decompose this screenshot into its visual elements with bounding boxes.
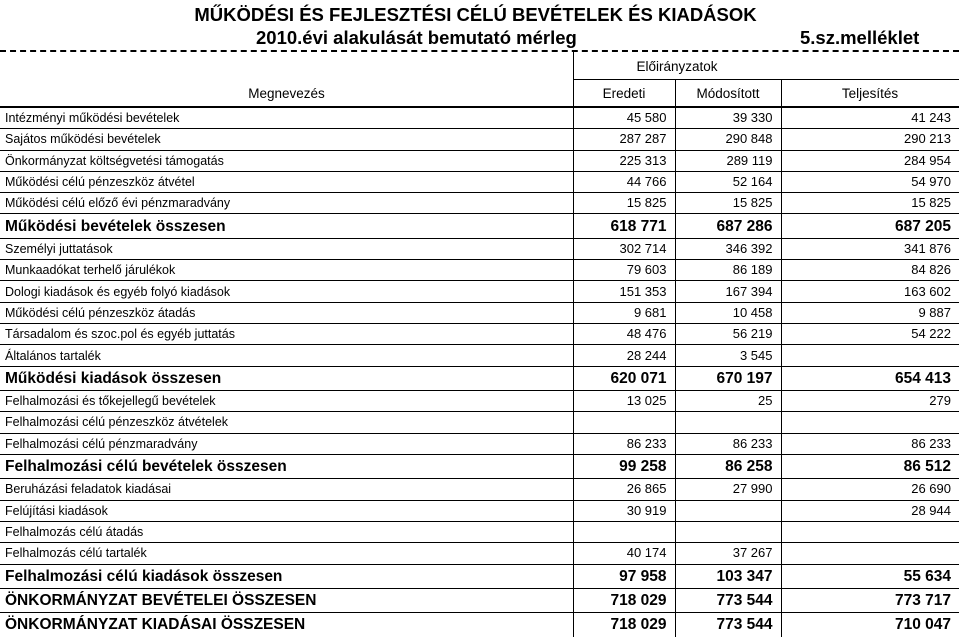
performance-value: 341 876 (781, 238, 959, 259)
modified-value: 103 347 (675, 564, 781, 588)
performance-value: 15 825 (781, 193, 959, 214)
performance-value: 54 222 (781, 324, 959, 345)
row-label: Személyi juttatások (0, 238, 573, 259)
original-value: 718 029 (573, 588, 675, 612)
modified-value: 289 119 (675, 150, 781, 171)
row-label: Önkormányzat költségvetési támogatás (0, 150, 573, 171)
modified-value: 290 848 (675, 129, 781, 150)
annex-number: 5.sz.melléklet (800, 27, 920, 48)
performance-value: 773 717 (781, 588, 959, 612)
performance-value: 86 512 (781, 454, 959, 478)
performance-value: 26 690 (781, 479, 959, 500)
modified-value (675, 500, 781, 521)
modified-value: 25 (675, 391, 781, 412)
modified-value: 86 189 (675, 260, 781, 281)
modified-value: 86 233 (675, 433, 781, 454)
row-label: Felhalmozási és tőkejellegű bevételek (0, 391, 573, 412)
original-value: 99 258 (573, 454, 675, 478)
table-row (0, 345, 959, 366)
total-row (0, 454, 959, 478)
total-row (0, 214, 959, 238)
dashed-separator (0, 50, 959, 52)
row-label: Beruházási feladatok kiadásai (0, 479, 573, 500)
row-label: Általános tartalék (0, 345, 573, 366)
modified-value: 86 258 (675, 454, 781, 478)
table-row (0, 543, 959, 564)
row-label: Intézményi működési bevételek (0, 108, 573, 129)
table-row (0, 521, 959, 542)
row-label: Dologi kiadások és egyéb folyó kiadások (0, 281, 573, 302)
header-modified: Módosított (696, 86, 760, 101)
modified-value: 10 458 (675, 302, 781, 323)
modified-value: 3 545 (675, 345, 781, 366)
row-label: Felhalmozási célú bevételek összesen (0, 454, 573, 478)
row-label: Felújítási kiadások (0, 500, 573, 521)
total-row (0, 366, 959, 390)
performance-value: 279 (781, 391, 959, 412)
original-value: 9 681 (573, 302, 675, 323)
row-label: Felhalmozási célú pénzeszköz átvételek (0, 412, 573, 433)
original-value: 302 714 (573, 238, 675, 259)
row-label: Felhalmozás célú átadás (0, 521, 573, 542)
modified-value (675, 521, 781, 542)
performance-value: 284 954 (781, 150, 959, 171)
original-value: 79 603 (573, 260, 675, 281)
modified-value: 773 544 (675, 588, 781, 612)
document-title: MŰKÖDÉSI ÉS FEJLESZTÉSI CÉLÚ BEVÉTELEK ÉS KIADÁSOK (194, 4, 757, 25)
performance-value: 9 887 (781, 302, 959, 323)
performance-value (781, 521, 959, 542)
performance-value: 55 634 (781, 564, 959, 588)
performance-value: 710 047 (781, 613, 959, 637)
modified-value: 15 825 (675, 193, 781, 214)
performance-value: 654 413 (781, 366, 959, 390)
modified-value: 773 544 (675, 613, 781, 637)
table-row (0, 479, 959, 500)
row-label: Sajátos működési bevételek (0, 129, 573, 150)
row-label: Működési célú előző évi pénzmaradvány (0, 193, 573, 214)
original-value: 86 233 (573, 433, 675, 454)
modified-value: 39 330 (675, 108, 781, 129)
table-row (0, 302, 959, 323)
table-row (0, 171, 959, 192)
original-value: 26 865 (573, 479, 675, 500)
performance-value: 163 602 (781, 281, 959, 302)
modified-value: 27 990 (675, 479, 781, 500)
original-value: 44 766 (573, 171, 675, 192)
performance-value: 84 826 (781, 260, 959, 281)
header-performance: Teljesítés (841, 86, 899, 101)
row-label: Munkaadókat terhelő járulékok (0, 260, 573, 281)
row-label: Felhalmozási célú pénzmaradvány (0, 433, 573, 454)
original-value: 618 771 (573, 214, 675, 238)
header-rule-group (573, 79, 959, 80)
total-row (0, 613, 959, 637)
modified-value: 37 267 (675, 543, 781, 564)
original-value: 151 353 (573, 281, 675, 302)
table-row (0, 193, 959, 214)
original-value: 620 071 (573, 366, 675, 390)
performance-value: 28 944 (781, 500, 959, 521)
row-label: Felhalmozási célú kiadások összesen (0, 564, 573, 588)
performance-value (781, 412, 959, 433)
performance-value: 86 233 (781, 433, 959, 454)
table-row (0, 324, 959, 345)
performance-value (781, 345, 959, 366)
modified-value: 52 164 (675, 171, 781, 192)
table-row (0, 129, 959, 150)
row-label: Működési célú pénzeszköz átvétel (0, 171, 573, 192)
table-row (0, 500, 959, 521)
row-label: Társadalom és szoc.pol és egyéb juttatás (0, 324, 573, 345)
total-row (0, 564, 959, 588)
row-label: ÖNKORMÁNYZAT BEVÉTELEI ÖSSZESEN (0, 588, 573, 612)
modified-value (675, 412, 781, 433)
document-subtitle: 2010.évi alakulását bemutató mérleg (256, 27, 577, 48)
row-label: Működési bevételek összesen (0, 214, 573, 238)
row-label: Működési célú pénzeszköz átadás (0, 302, 573, 323)
table-row (0, 238, 959, 259)
modified-value: 346 392 (675, 238, 781, 259)
table-row (0, 433, 959, 454)
modified-value: 56 219 (675, 324, 781, 345)
row-label: Felhalmozás célú tartalék (0, 543, 573, 564)
header-original: Eredeti (602, 86, 646, 101)
performance-value: 54 970 (781, 171, 959, 192)
original-value: 40 174 (573, 543, 675, 564)
original-value: 45 580 (573, 108, 675, 129)
table-row (0, 260, 959, 281)
modified-value: 687 286 (675, 214, 781, 238)
performance-value: 290 213 (781, 129, 959, 150)
modified-value: 670 197 (675, 366, 781, 390)
original-value: 28 244 (573, 345, 675, 366)
original-value: 97 958 (573, 564, 675, 588)
table-row (0, 412, 959, 433)
original-value: 718 029 (573, 613, 675, 637)
performance-value: 687 205 (781, 214, 959, 238)
original-value: 13 025 (573, 391, 675, 412)
balance-table (0, 107, 959, 637)
original-value: 48 476 (573, 324, 675, 345)
original-value: 225 313 (573, 150, 675, 171)
table-row (0, 391, 959, 412)
original-value: 287 287 (573, 129, 675, 150)
performance-value (781, 543, 959, 564)
performance-value: 41 243 (781, 108, 959, 129)
total-row (0, 588, 959, 612)
original-value: 15 825 (573, 193, 675, 214)
original-value: 30 919 (573, 500, 675, 521)
header-group-label: Előirányzatok (636, 59, 718, 74)
modified-value: 167 394 (675, 281, 781, 302)
original-value (573, 412, 675, 433)
table-row (0, 108, 959, 129)
row-label: Működési kiadások összesen (0, 366, 573, 390)
table-row (0, 150, 959, 171)
original-value (573, 521, 675, 542)
row-label: ÖNKORMÁNYZAT KIADÁSAI ÖSSZESEN (0, 613, 573, 637)
header-name: Megnevezés (248, 86, 325, 101)
table-row (0, 281, 959, 302)
